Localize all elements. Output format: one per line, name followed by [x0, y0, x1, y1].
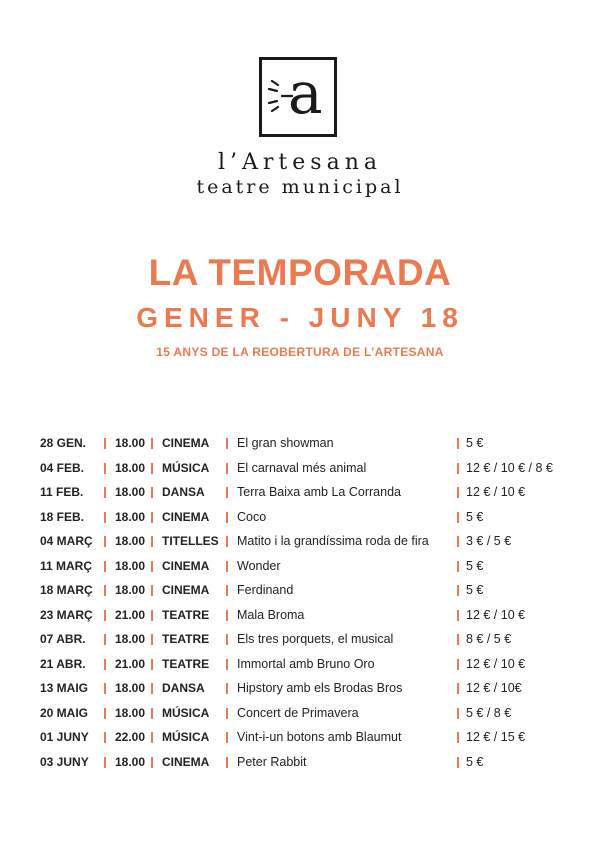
- event-price: 12 € / 10 € / 8 €: [466, 460, 553, 475]
- column-divider: [151, 708, 153, 719]
- event-type: CINEMA: [162, 754, 210, 769]
- logo-letter: a: [288, 59, 323, 127]
- event-time: 18.00: [115, 583, 146, 597]
- event-price: 8 € / 5 €: [466, 632, 512, 646]
- column-divider: [226, 487, 228, 498]
- column-divider: [226, 659, 228, 670]
- event-type: DANSA: [162, 681, 205, 695]
- event-time: 22.00: [115, 730, 146, 744]
- event-title: Coco: [237, 509, 267, 524]
- column-divider: [151, 438, 153, 449]
- event-title: Peter Rabbit: [237, 754, 307, 769]
- column-divider: [104, 536, 106, 547]
- column-divider: [151, 659, 153, 670]
- event-type: MÚSICA: [162, 705, 210, 720]
- column-divider: [104, 757, 106, 768]
- column-divider: [104, 732, 106, 743]
- event-price: 12 € / 10 €: [466, 656, 526, 671]
- column-divider: [226, 536, 228, 547]
- schedule-row: [0, 652, 600, 676]
- event-type: TITELLES: [162, 534, 219, 548]
- event-date: 28 GEN.: [40, 436, 87, 450]
- column-divider: [226, 610, 228, 621]
- event-type: CINEMA: [162, 583, 210, 597]
- event-time: 18.00: [115, 681, 146, 695]
- column-divider: [104, 659, 106, 670]
- schedule-row: [0, 750, 600, 774]
- event-price: 12 € / 15 €: [466, 730, 526, 744]
- column-divider: [104, 512, 106, 523]
- column-divider: [151, 463, 153, 474]
- event-type: CINEMA: [162, 558, 210, 573]
- event-title: Hipstory amb els Brodas Bros: [237, 681, 403, 695]
- column-divider: [457, 561, 459, 572]
- column-divider: [457, 634, 459, 645]
- page-title: LA TEMPORADA: [148, 252, 452, 293]
- column-divider: [151, 732, 153, 743]
- column-divider: [457, 487, 459, 498]
- event-time: 18.00: [115, 534, 146, 548]
- column-divider: [226, 438, 228, 449]
- event-date: 11 MARÇ: [40, 558, 93, 573]
- event-price: 3 € / 5 €: [466, 534, 512, 548]
- column-divider: [104, 487, 106, 498]
- column-divider: [226, 512, 228, 523]
- event-time: 21.00: [115, 607, 146, 622]
- event-time: 18.00: [115, 485, 146, 499]
- event-price: 5 €: [466, 583, 484, 597]
- event-type: MÚSICA: [162, 460, 210, 475]
- anniversary-tagline: 15 ANYS DE LA REOBERTURA DE L’ARTESANA: [156, 345, 444, 359]
- event-type: TEATRE: [162, 632, 210, 646]
- event-date: 11 FEB.: [40, 485, 84, 499]
- column-divider: [104, 683, 106, 694]
- event-title: Terra Baixa amb La Corranda: [237, 485, 401, 499]
- schedule-row: [0, 554, 600, 578]
- schedule-row: [0, 578, 600, 602]
- column-divider: [151, 536, 153, 547]
- column-divider: [104, 438, 106, 449]
- column-divider: [226, 708, 228, 719]
- event-date: 21 ABR.: [40, 656, 86, 671]
- event-title: Concert de Primavera: [237, 705, 359, 720]
- event-price: 5 € / 8 €: [466, 705, 512, 720]
- event-time: 18.00: [115, 705, 146, 720]
- event-title: Matito i la grandíssima roda de fira: [237, 534, 429, 548]
- column-divider: [457, 757, 459, 768]
- column-divider: [457, 732, 459, 743]
- event-date: 07 ABR.: [40, 632, 86, 646]
- event-type: TEATRE: [162, 607, 210, 622]
- column-divider: [104, 585, 106, 596]
- event-type: DANSA: [162, 485, 205, 499]
- column-divider: [457, 536, 459, 547]
- event-title: Immortal amb Bruno Oro: [237, 656, 375, 671]
- schedule-row: [0, 456, 600, 480]
- column-divider: [226, 757, 228, 768]
- schedule-row: [0, 676, 600, 700]
- column-divider: [226, 634, 228, 645]
- event-date: 04 MARÇ: [40, 534, 93, 548]
- event-type: TEATRE: [162, 656, 210, 671]
- schedule-row: [0, 431, 600, 455]
- event-type: MÚSICA: [162, 730, 210, 744]
- event-price: 5 €: [466, 436, 484, 450]
- event-date: 18 FEB.: [40, 509, 85, 524]
- event-date: 01 JUNY: [40, 730, 89, 744]
- column-divider: [104, 463, 106, 474]
- column-divider: [457, 512, 459, 523]
- column-divider: [226, 732, 228, 743]
- logo-mark: [259, 57, 337, 137]
- column-divider: [226, 463, 228, 474]
- column-divider: [104, 610, 106, 621]
- event-time: 21.00: [115, 656, 146, 671]
- event-date: 04 FEB.: [40, 460, 85, 475]
- event-time: 18.00: [115, 754, 146, 769]
- column-divider: [151, 610, 153, 621]
- column-divider: [457, 438, 459, 449]
- event-time: 18.00: [115, 509, 146, 524]
- event-time: 18.00: [115, 632, 146, 646]
- event-price: 5 €: [466, 754, 484, 769]
- event-price: 12 € / 10€: [466, 681, 522, 695]
- column-divider: [151, 585, 153, 596]
- event-title: Mala Broma: [237, 607, 305, 622]
- schedule-row: [0, 480, 600, 504]
- event-price: 5 €: [466, 558, 484, 573]
- column-divider: [226, 561, 228, 572]
- column-divider: [226, 585, 228, 596]
- column-divider: [457, 585, 459, 596]
- event-title: Els tres porquets, el musical: [237, 632, 394, 646]
- column-divider: [457, 610, 459, 621]
- column-divider: [226, 683, 228, 694]
- column-divider: [457, 463, 459, 474]
- event-title: Ferdinand: [237, 583, 294, 597]
- event-title: Vint-i-un botons amb Blaumut: [237, 730, 402, 744]
- column-divider: [457, 683, 459, 694]
- column-divider: [151, 512, 153, 523]
- schedule-row: [0, 505, 600, 529]
- column-divider: [104, 708, 106, 719]
- column-divider: [151, 757, 153, 768]
- brand-name: l’Artesana: [218, 150, 382, 175]
- event-time: 18.00: [115, 460, 146, 475]
- column-divider: [457, 659, 459, 670]
- event-date: 23 MARÇ: [40, 607, 93, 622]
- event-date: 18 MARÇ: [40, 583, 93, 597]
- column-divider: [104, 634, 106, 645]
- event-date: 20 MAIG: [40, 705, 89, 720]
- column-divider: [151, 683, 153, 694]
- event-time: 18.00: [115, 436, 146, 450]
- schedule-row: [0, 529, 600, 553]
- event-type: CINEMA: [162, 509, 210, 524]
- event-price: 12 € / 10 €: [466, 607, 526, 622]
- schedule-row: [0, 701, 600, 725]
- event-time: 18.00: [115, 558, 146, 573]
- event-title: El gran showman: [237, 436, 334, 450]
- column-divider: [457, 708, 459, 719]
- column-divider: [151, 487, 153, 498]
- column-divider: [151, 561, 153, 572]
- schedule-row: [0, 603, 600, 627]
- event-date: 03 JUNY: [40, 754, 89, 769]
- event-price: 5 €: [466, 509, 484, 524]
- event-type: CINEMA: [162, 436, 210, 450]
- event-title: El carnaval més animal: [237, 460, 367, 475]
- season-period: GENER - JUNY 18: [136, 302, 464, 333]
- event-title: Wonder: [237, 558, 281, 573]
- schedule-row: [0, 627, 600, 651]
- schedule-row: [0, 725, 600, 749]
- column-divider: [104, 561, 106, 572]
- brand-subtitle: teatre municipal: [196, 176, 404, 198]
- event-price: 12 € / 10 €: [466, 485, 526, 499]
- column-divider: [151, 634, 153, 645]
- event-date: 13 MAIG: [40, 681, 89, 695]
